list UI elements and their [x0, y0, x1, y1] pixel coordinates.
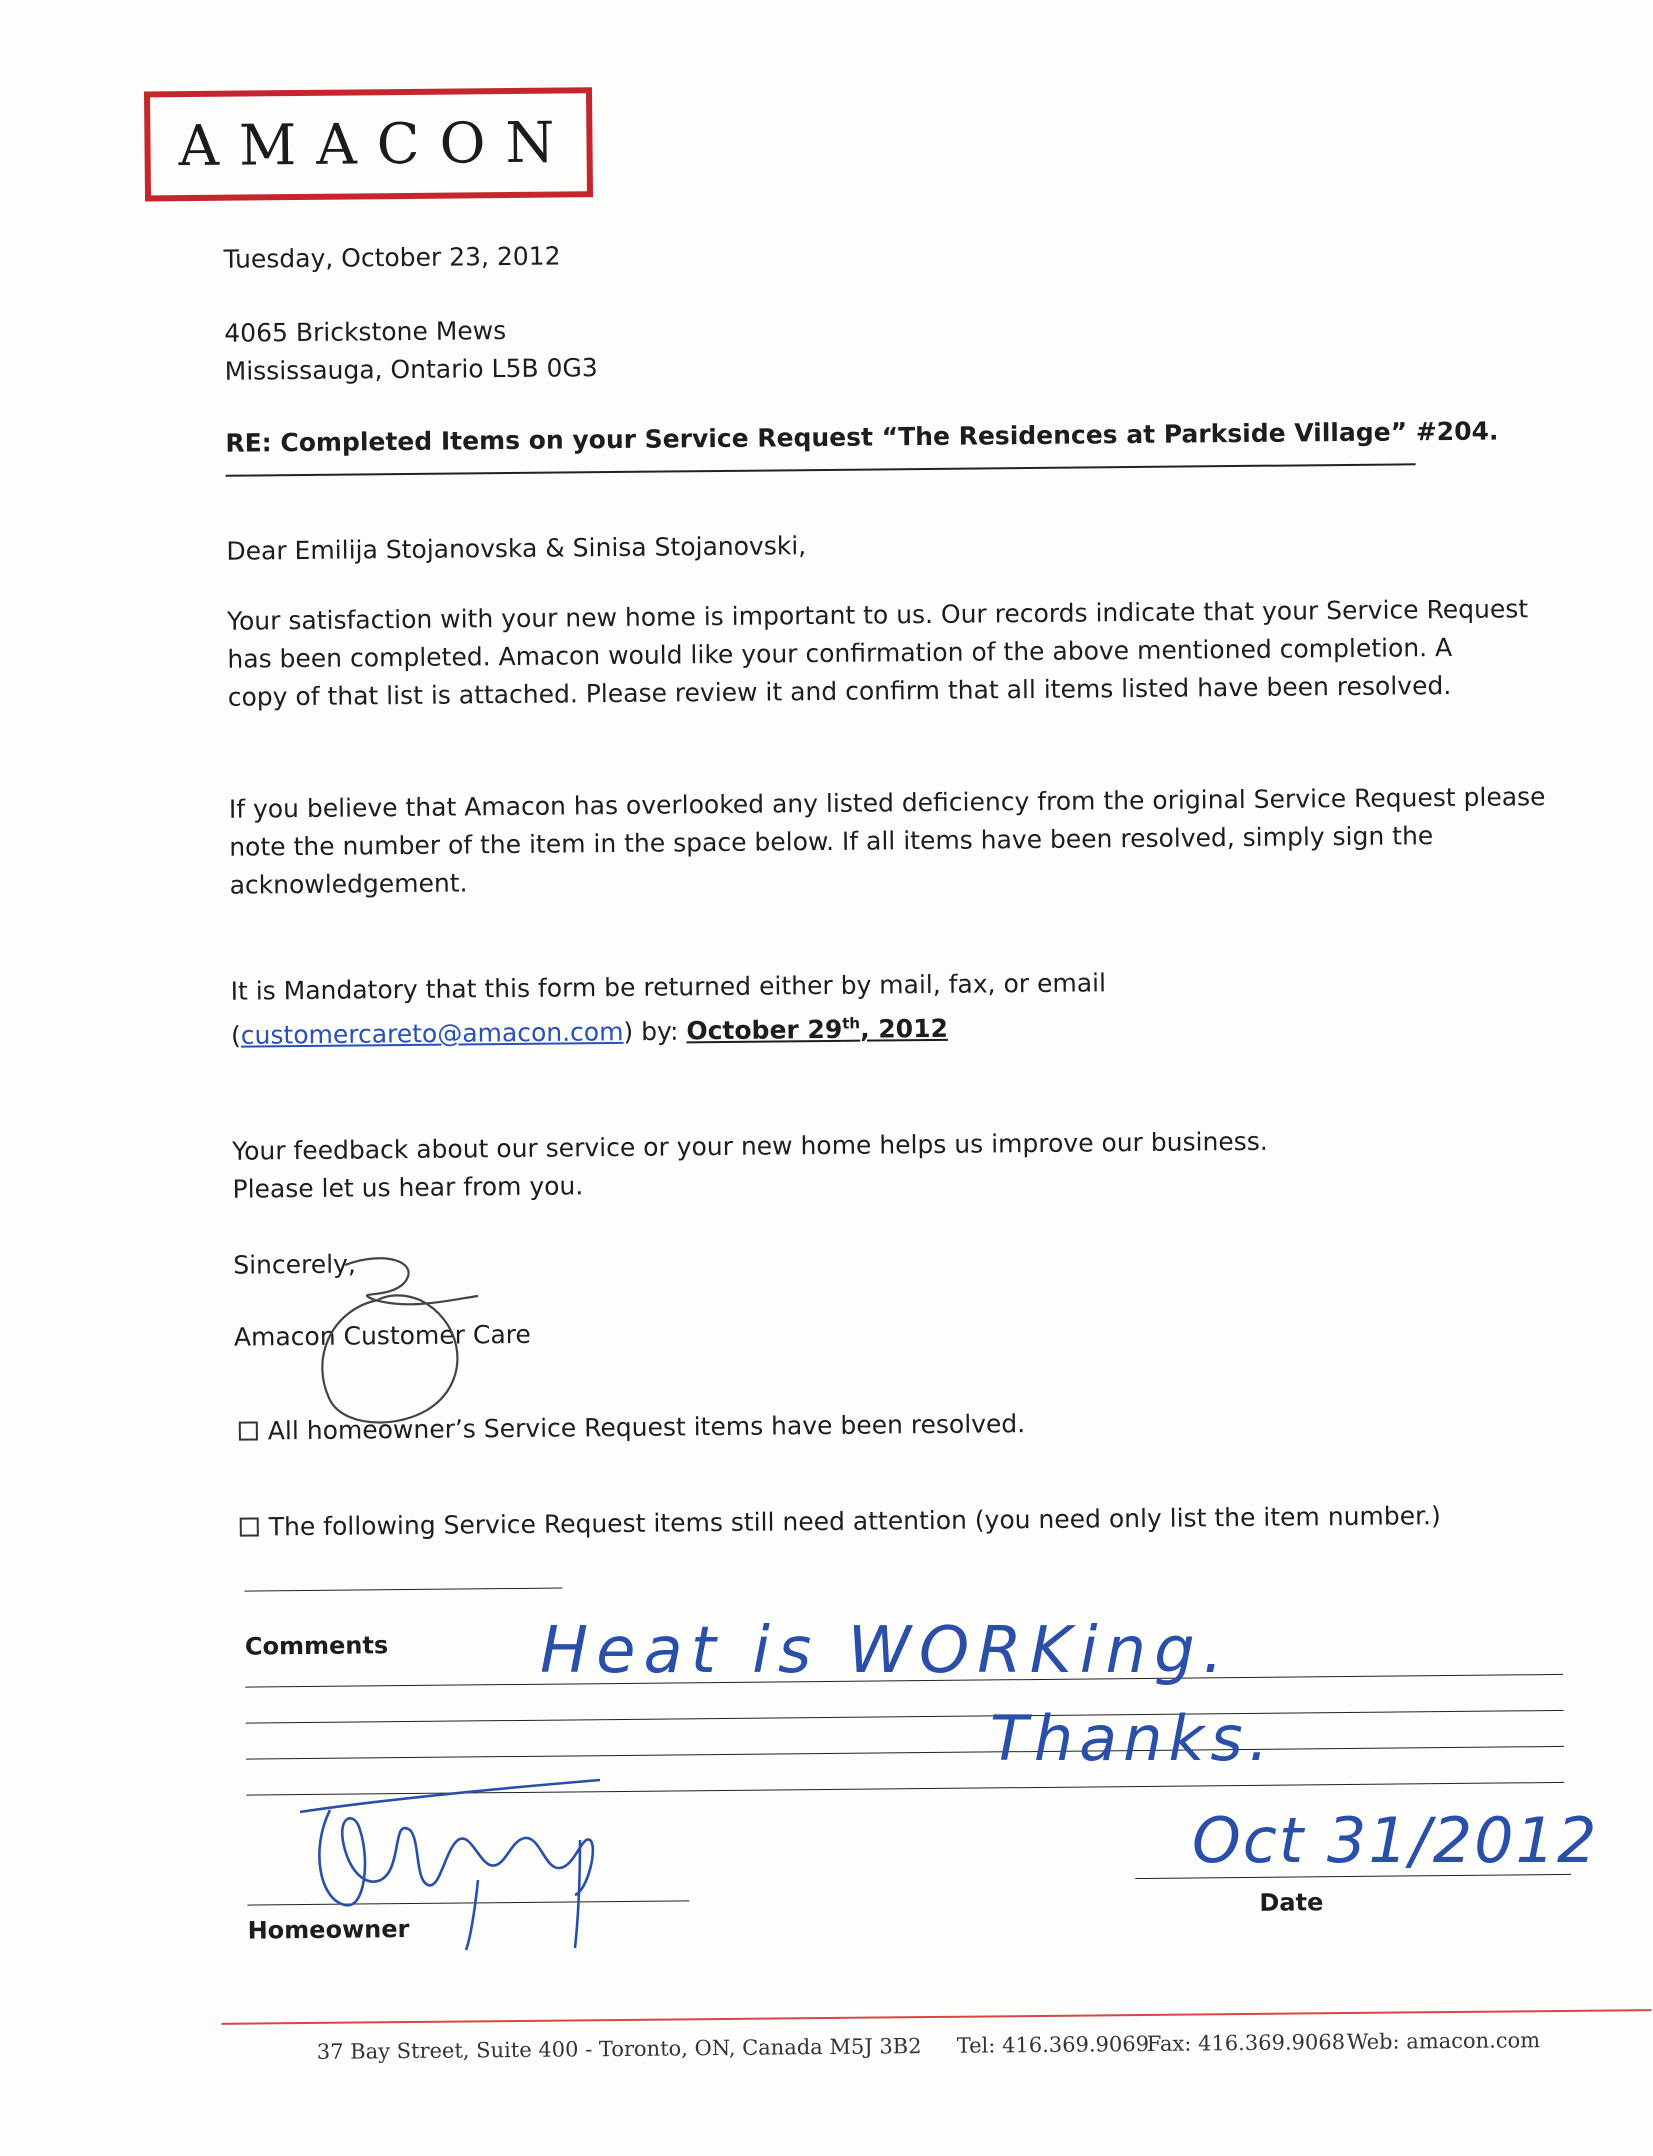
address-line-2: Mississauga, Ontario L5B 0G3 — [224, 353, 598, 386]
paragraph-3-line-1: It is Mandatory that this form be returned either by mail, fax, or email — [230, 968, 1107, 1006]
checkbox-attention[interactable] — [240, 1517, 259, 1536]
comments-label: Comments — [244, 1631, 389, 1661]
salutation: Dear Emilija Stojanovska & Sinisa Stojanovski, — [226, 531, 807, 566]
footer-tel: Tel: 416.369.9069 — [956, 2031, 1150, 2058]
checkbox-attention-row[interactable] — [240, 1497, 1441, 1547]
handwritten-comment-line-1: Heat is WORKing. — [540, 1614, 1232, 1688]
subject-underline — [226, 463, 1416, 476]
handwritten-comment-line-2: Thanks. — [990, 1702, 1275, 1775]
footer-address: 37 Bay Street, Suite 400 - Toronto, ON, Canada M5J 3B2 — [316, 2034, 922, 2064]
after-email: ) by: — [623, 1016, 687, 1047]
footer-fax: Fax: 416.369.9068 — [1146, 2030, 1346, 2056]
checkbox-resolved[interactable] — [239, 1421, 258, 1440]
deadline-main: October 29 — [686, 1015, 843, 1046]
deadline-sup: th — [842, 1014, 861, 1033]
paragraph-2-line-1: If you believe that Amacon has overlooked any listed deficiency from the original Service Request please — [228, 782, 1546, 824]
paragraph-1-line-1: Your satisfaction with your new home is important to us. Our records indicate that your Service Request — [226, 594, 1529, 636]
homeowner-label: Homeowner — [247, 1915, 410, 1945]
paragraph-4-line-1: Your feedback about our service or your new home helps us improve our business. — [232, 1126, 1268, 1166]
footer-rule — [222, 2009, 1652, 2025]
paragraph-4-line-2: Please let us hear from you. — [232, 1171, 584, 1204]
checkbox-resolved-label: All homeowner’s Service Request items have been resolved. — [267, 1409, 1026, 1446]
paragraph-1-line-3: copy of that list is attached. Please review it and confirm that all items listed have been resolved. — [227, 670, 1452, 712]
comment-line-1[interactable] — [245, 1674, 1563, 1688]
closing-signatory: Amacon Customer Care — [233, 1319, 531, 1352]
deadline-year: , 2012 — [859, 1014, 949, 1044]
checkbox-attention-label: The following Service Request items still need attention (you need only list the item number.) — [268, 1501, 1441, 1542]
deadline — [686, 1014, 948, 1046]
paragraph-2-line-2: note the number of the item in the space below. If all items have been resolved, simply sign the — [229, 821, 1434, 862]
homeowner-signature-line[interactable] — [247, 1900, 689, 1905]
footer-web: Web: amacon.com — [1346, 2028, 1541, 2055]
handwritten-date: Oct 31/2012 — [1192, 1804, 1599, 1877]
checkbox-resolved-row[interactable] — [239, 1405, 1026, 1451]
email-link[interactable]: customercareto@amacon.com — [240, 1017, 624, 1050]
item-number-line[interactable] — [244, 1588, 562, 1592]
subject-line: RE: Completed Items on your Service Request “The Residences at Parkside Village” #204. — [225, 416, 1499, 458]
date-label: Date — [1259, 1888, 1324, 1917]
paragraph-2-line-3: acknowledgement. — [229, 868, 468, 900]
address-line-1: 4065 Brickstone Mews — [224, 316, 507, 348]
closing-sincerely: Sincerely, — [233, 1249, 356, 1280]
comment-line-4[interactable] — [246, 1782, 1564, 1796]
paragraph-1-line-2: has been completed. Amacon would like your confirmation of the above mentioned completion. A — [227, 632, 1453, 674]
date-signature-line[interactable] — [1135, 1874, 1571, 1879]
comment-line-3[interactable] — [246, 1746, 1564, 1760]
letter-date: Tuesday, October 23, 2012 — [223, 241, 561, 274]
paragraph-3-line-2 — [231, 1004, 948, 1055]
amacon-logo — [144, 87, 593, 201]
paren-open: ( — [230, 1020, 241, 1051]
logo-text: AMACON — [178, 109, 575, 179]
comment-line-2[interactable] — [246, 1710, 1564, 1724]
